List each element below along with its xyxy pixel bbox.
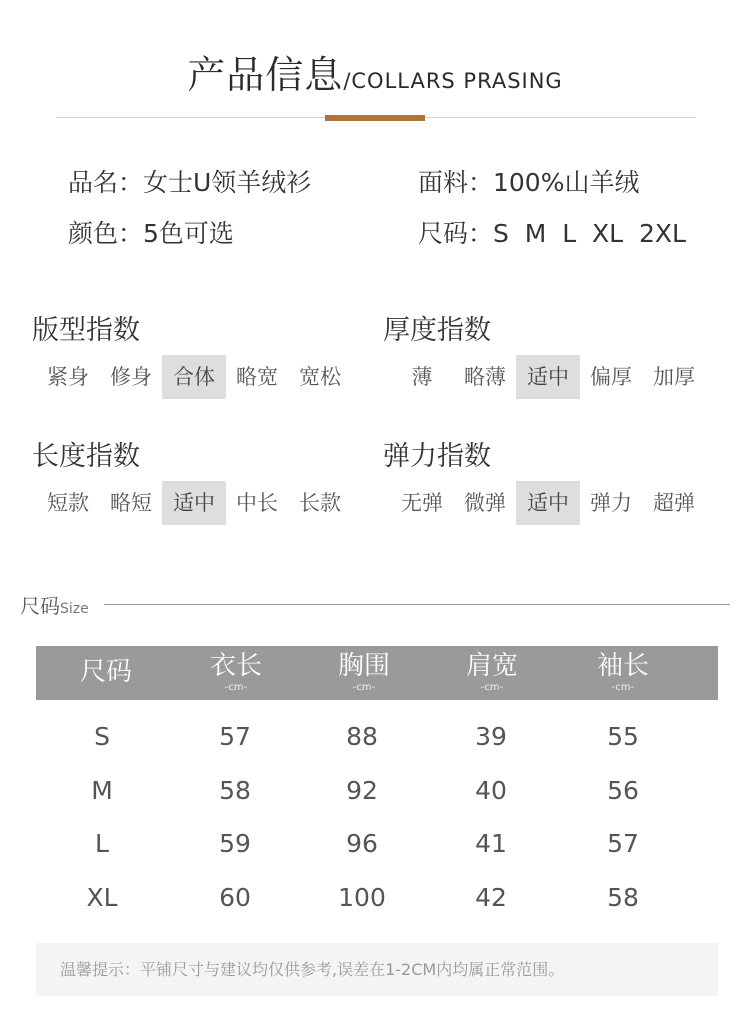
table-cell: 88 [346,722,378,751]
header-divider-accent [325,115,425,121]
fit-index-title: 版型指数 [32,315,140,346]
table-cell: L [95,829,109,858]
header-shoulder [422,646,562,700]
table-cell: 57 [219,722,251,751]
table-cell: 60 [219,882,251,912]
product-name: 品名：女士U领羊绒衫 [68,168,312,197]
disclaimer-note [36,943,718,996]
size-section-label [20,590,89,619]
elasticity-option: 无弹 [401,491,443,515]
thickness-option: 适中 [516,355,580,399]
product-fabric: 面料：100%山羊绒 [418,168,640,197]
table-cell: 92 [346,775,378,805]
header-size [36,646,176,700]
size-section-divider [104,604,730,605]
fit-option: 紧身 [47,365,89,389]
thickness-option: 加厚 [653,365,695,389]
header-label: 袖长 [596,651,649,681]
disclaimer-text: 温馨提示：平铺尺寸与建议均仅供参考,误差在1-2CM内均属正常范围。 [60,960,565,979]
length-index-options [36,481,351,525]
header-unit: -cm- [224,682,248,693]
header-length [166,646,306,700]
fit-index-options [36,355,351,399]
header-unit: -cm- [480,682,504,693]
product-color: 颜色：5色可选 [68,219,234,248]
elasticity-option: 弹力 [590,491,632,515]
table-cell: 40 [475,775,507,805]
table-cell: 41 [475,829,507,858]
section-header [0,44,750,99]
thickness-option: 略薄 [464,365,506,389]
header-unit: -cm- [352,682,376,693]
table-row [36,710,718,764]
header-label: 尺码 [79,657,132,687]
length-index-title: 长度指数 [32,441,140,472]
length-option: 长款 [299,491,341,515]
table-cell: 55 [607,722,639,751]
table-row [36,817,718,871]
page-subtitle: /COLLARS PRASING [343,69,563,93]
header-sleeve [553,646,693,700]
elasticity-option: 适中 [516,481,580,525]
size-label-cn: 尺码 [20,594,60,618]
elasticity-option: 超弹 [653,491,695,515]
table-cell: M [91,775,113,805]
table-cell: 39 [475,722,507,751]
table-cell: 57 [607,829,639,858]
fit-option: 略宽 [236,365,278,389]
header-unit: -cm- [611,682,635,693]
fit-option: 修身 [110,365,152,389]
table-cell: 96 [346,829,378,858]
header-label: 肩宽 [465,651,518,681]
header-chest [294,646,434,700]
table-cell: 58 [219,775,251,805]
length-option: 中长 [236,491,278,515]
size-table-header [36,646,718,700]
thickness-option: 薄 [411,365,433,389]
table-cell: S [94,722,110,751]
table-cell: 59 [219,829,251,858]
length-option: 略短 [110,491,152,515]
thickness-option: 偏厚 [590,365,632,389]
size-table-body [36,710,718,924]
elasticity-index-options [390,481,705,525]
table-row [36,764,718,818]
product-sizes: 尺码：S M L XL 2XL [418,219,686,248]
header-label: 衣长 [209,651,262,681]
fit-option: 合体 [162,355,226,399]
fit-option: 宽松 [299,365,341,389]
elasticity-option: 微弹 [464,491,506,515]
table-cell: 58 [607,882,639,912]
size-label-en: Size [60,601,89,617]
table-cell: 56 [607,775,639,805]
thickness-index-options [390,355,705,399]
elasticity-index-title: 弹力指数 [383,441,491,472]
table-cell: XL [86,882,118,912]
length-option: 短款 [47,491,89,515]
thickness-index-title: 厚度指数 [383,315,491,346]
table-cell: 42 [475,882,507,912]
table-cell: 100 [338,882,386,912]
page-title: 产品信息 [187,53,344,97]
header-label: 胸围 [337,651,390,681]
table-row [36,871,718,925]
length-option: 适中 [162,481,226,525]
